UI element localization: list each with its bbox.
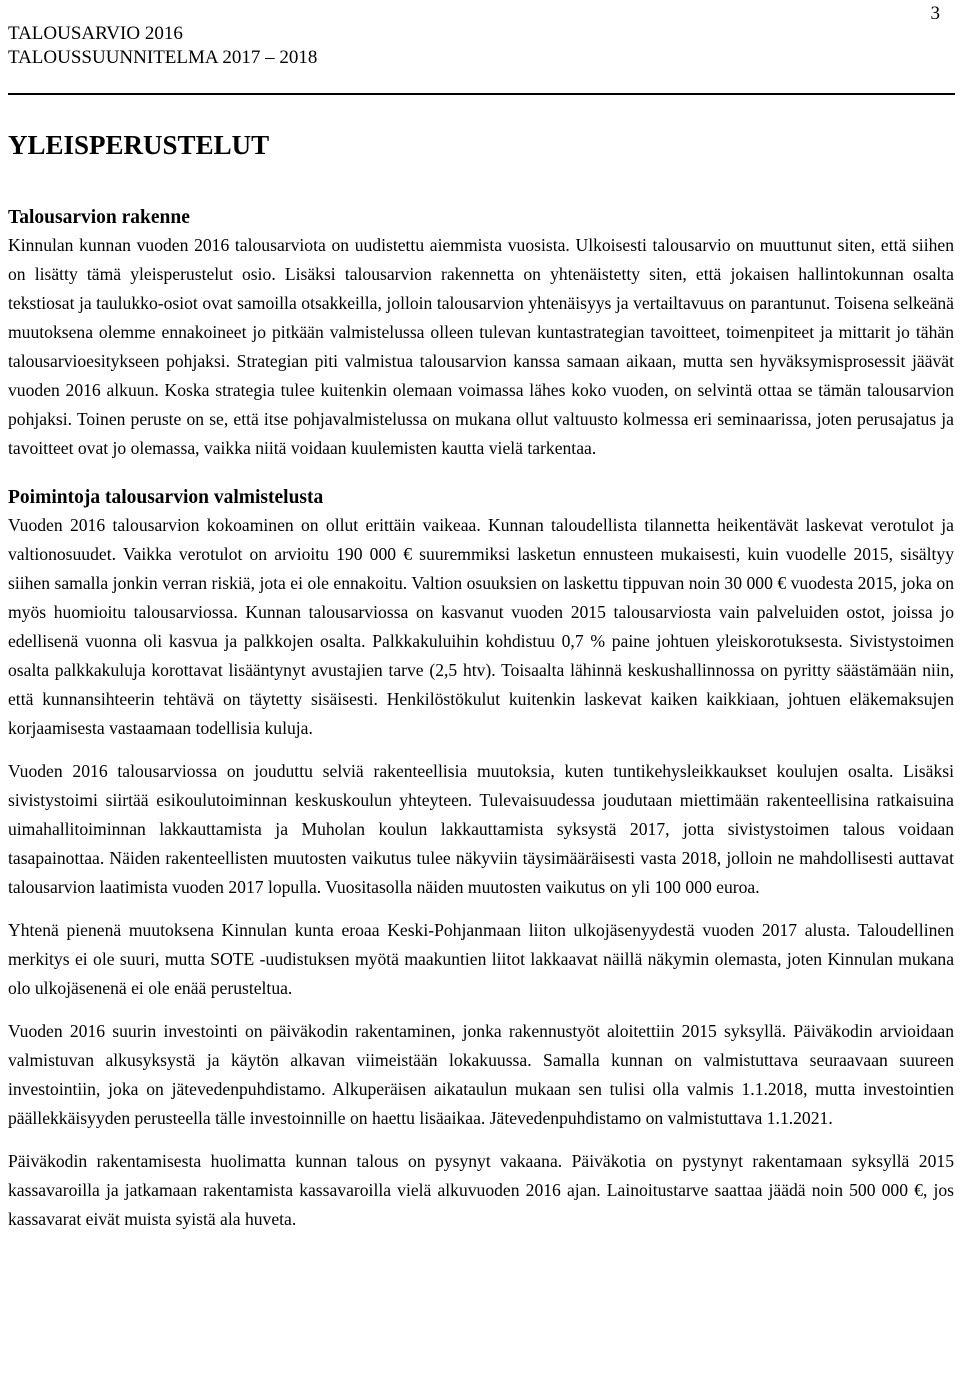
section-heading: Talousarvion rakenne	[8, 207, 190, 228]
paragraph: Päiväkodin rakentamisesta huolimatta kunnan talous on pysynyt vakaana. Päiväkotia on pystynyt rakentamaan syksyllä 2015 kassavaroilla ja jatkamaan rakentamista kassavaroilla vielä alkuvuoden 2016 ajan. Lainoitustarve saattaa jäädä noin 500 000 €, jos kassavarat eivät muista syistä ala huveta.	[8, 1151, 954, 1229]
header-title: TALOUSARVIO 2016	[8, 23, 183, 44]
paragraph: Vuoden 2016 suurin investointi on päiväkodin rakentaminen, jonka rakennustyöt aloitettiin 2015 syksyllä. Päiväkodin arvioidaan valmistuvan alkusyksystä ja käytön alkavan viimeistään lokakuussa. Samalla kunnan on valmistuttava seuraavaan suureen investointiin, joka on jätevedenpuhdistamo. Alkuperäisen aikataulun mukaan sen tulisi olla valmis 1.1.2018, mutta investointien päällekkäisyyden perusteella tälle investoinnille on haettu lisäaikaa. Jätevedenpuhdistamo on valmistuttava 1.1.2021.	[8, 1021, 954, 1128]
header-subtitle: TALOUSSUUNNITELMA 2017 – 2018	[8, 47, 318, 68]
header-divider	[8, 93, 955, 95]
paragraph: Vuoden 2016 talousarvion kokoaminen on ollut erittäin vaikeaa. Kunnan taloudellista tilannetta heikentävät laskevat verotulot ja valtionosuudet. Vaikka verotulot on arvioitu 190 000 € suuremmiksi lasketun ennusteen mukaisesti, kuin vuodelle 2015, sisältyy siihen samalla jonkin verran riskiä, jota ei ole ennakoitu. Valtion osuuksien on laskettu tippuvan noin 30 000 € vuodesta 2015, joka on myös huomioitu talousarviossa. Kunnan talousarviossa on kasvanut vuoden 2015 talousarviosta vain palveluiden ostot, joissa jo edellisenä vuonna oli kasvua ja palkkojen osalta. Palkkakuluihin kohdistuu 0,7 % paine johtuen yleiskorotuksesta. Sivistystoimen osalta palkkakuluja korottavat lisääntynyt avustajien tarve (2,5 htv). Toisaalta lähinnä keskushallinnossa on pyritty säästämään niin, että kunnansihteerin tehtävä on täytetty sisäisesti. Henkilöstökulut kuitenkin laskevat kaiken kaikkiaan, johtuen eläkemaksujen korjaamisesta vastaamaan todellisia kuluja.	[8, 515, 954, 738]
paragraph: Kinnulan kunnan vuoden 2016 talousarviota on uudistettu aiemmista vuosista. Ulkoisesti talousarvio on muuttunut siten, että siihen on lisätty tämä yleisperustelut osio. Lisäksi talousarvion rakennetta on yhtenäistetty siten, että jokaisen hallintokunnan osalta tekstiosat ja taulukko-osiot ovat samoilla otsakkeilla, jolloin talousarvion yhtenäisyys ja vertailtavuus on parantunut. Toisena selkeänä muutoksena olemme ennakoineet jo pitkään valmistelussa olleen tulevan kuntastrategian tavoitteet, toimenpiteet ja mittarit jo tähän talousarvioesitykseen pohjaksi. Strategian piti valmistua talousarvion kanssa samaan aikaan, mutta sen hyväksymisprosessit jäävät vuoden 2016 alkuun. Koska strategia tulee kuitenkin olemaan voimassa lähes koko vuoden, on selvintä ottaa se tämän talousarvion pohjaksi. Toinen peruste on se, että itse pohjavalmistelussa on mukana ollut valtuusto kolmessa eri seminaarissa, joten perusajatus ja tavoitteet ovat jo olemassa, vaikka niitä voidaan kuulemisten kautta vielä tarkentaa.	[8, 235, 954, 458]
page-title: YLEISPERUSTELUT	[8, 130, 270, 160]
paragraph: Yhtenä pienenä muutoksena Kinnulan kunta eroaa Keski-Pohjanmaan liiton ulkojäsenyydestä vuoden 2017 alusta. Taloudellinen merkitys ei ole suuri, mutta SOTE -uudistuksen myötä maakuntien liitot lakkaavat näillä näkymin olemasta, joten Kinnulan mukana olo ulkojäsenenä ei ole enää perusteltua.	[8, 920, 954, 998]
document-body	[8, 127, 954, 1234]
section-heading: Poimintoja talousarvion valmistelusta	[8, 487, 324, 508]
page-header	[8, 3, 954, 70]
paragraph: Vuoden 2016 talousarviossa on jouduttu selviä rakenteellisia muutoksia, kuten tuntikehysleikkaukset koulujen osalta. Lisäksi sivistystoimi siirtää esikoulutoiminnan keskuskoulun yhteyteen. Tulevaisuudessa joudutaan miettimään rakenteellisina ratkaisuina uimahallitoiminnan lakkauttamista ja Muholan koulun lakkauttamista syksystä 2017, jotta sivistystoimen talous voidaan tasapainottaa. Näiden rakenteellisten muutosten vaikutus tulee näkyviin täysimääräisesti vasta 2018, jolloin ne mahdollisesti auttavat talousarvion laatimista vuoden 2017 lopulla. Vuositasolla näiden muutosten vaikutus on yli 100 000 euroa.	[8, 761, 954, 897]
page-number: 3	[930, 3, 940, 24]
